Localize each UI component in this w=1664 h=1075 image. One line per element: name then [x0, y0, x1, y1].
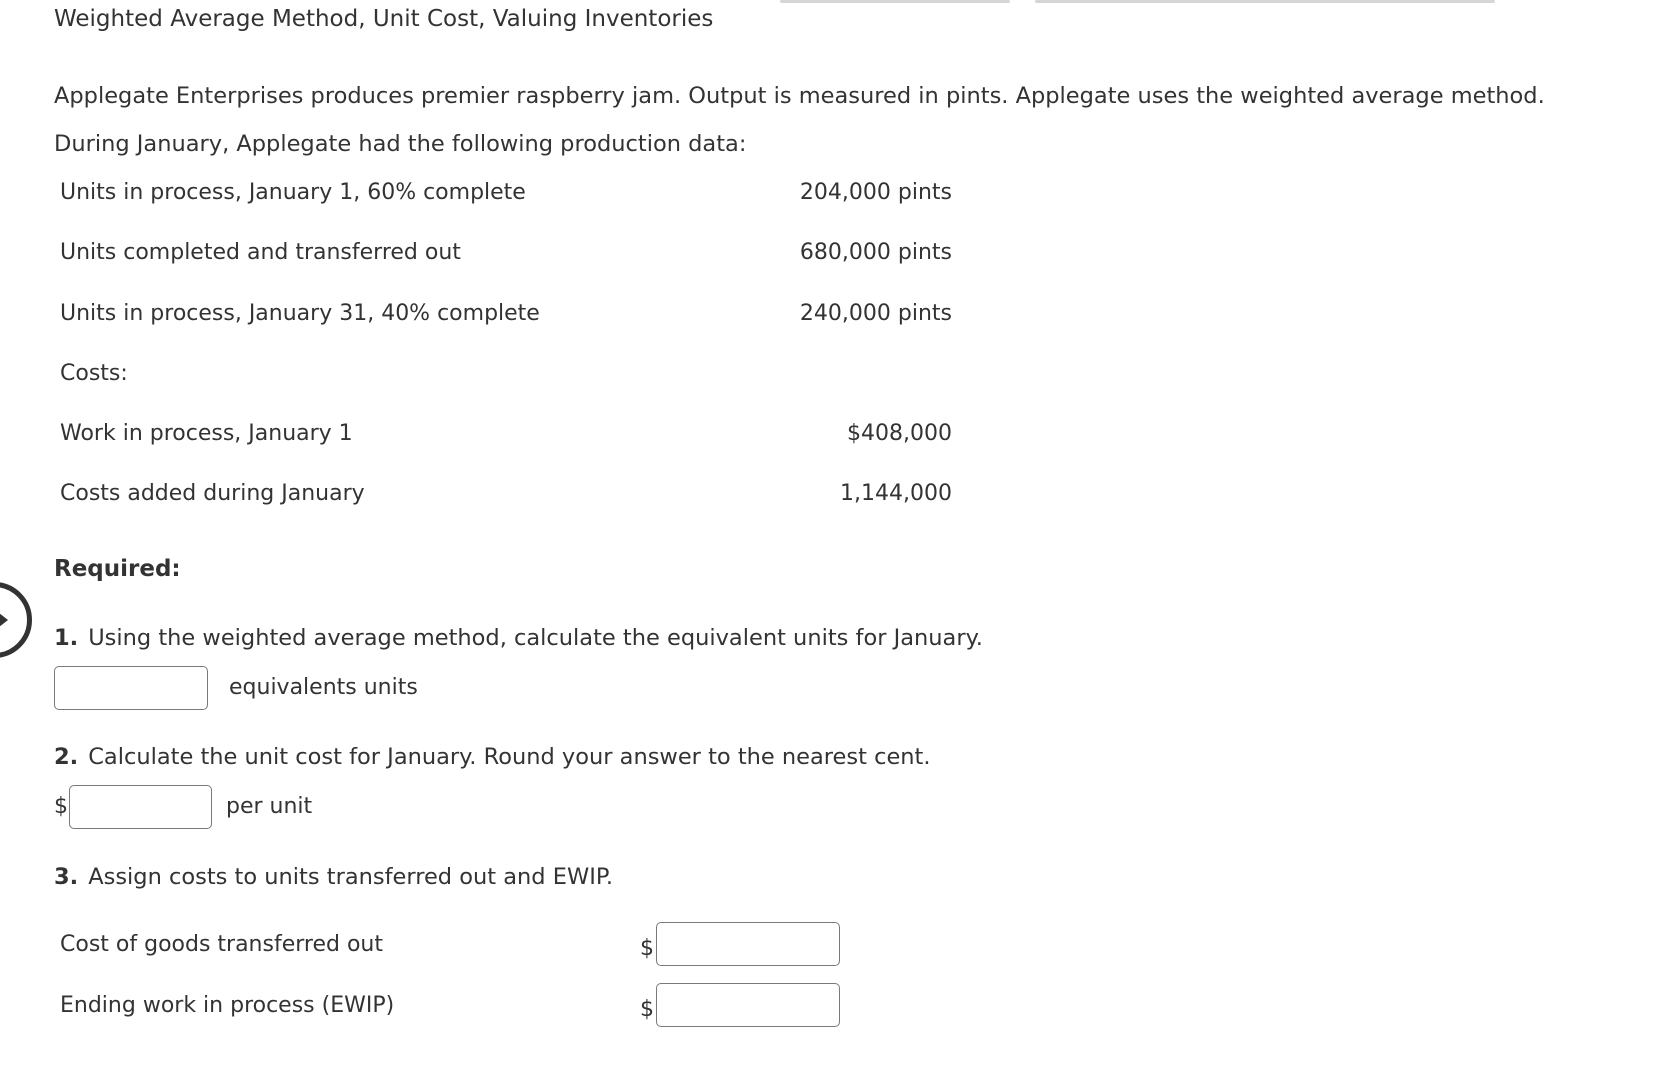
- question-number: 3.: [54, 864, 79, 890]
- data-value: 1,144,000: [840, 481, 952, 507]
- intro-line-1: Applegate Enterprises produces premier raspberry jam. Output is measured in pints. Applegate uses the weighted average method.: [54, 83, 1545, 109]
- data-value: 240,000 pints: [799, 300, 952, 326]
- arrow-icon: [0, 613, 8, 627]
- ewip-cost-input[interactable]: [656, 983, 840, 1027]
- top-divider-right: [1035, 0, 1495, 3]
- data-label: Units in process, January 31, 40% complete: [60, 300, 540, 326]
- data-label: Units in process, January 1, 60% complete: [60, 180, 526, 205]
- equivalent-units-input[interactable]: [54, 666, 208, 710]
- unit-cost-input[interactable]: [69, 785, 212, 829]
- cost-row-ewip: [60, 981, 860, 1042]
- dollar-sign: $: [54, 794, 68, 819]
- data-row: [60, 238, 960, 298]
- question-3: [54, 864, 613, 890]
- dollar-sign: $: [640, 996, 654, 1022]
- equivalent-units-suffix: equivalents units: [229, 675, 418, 700]
- data-row: [60, 178, 960, 238]
- unit-cost-suffix: per unit: [226, 794, 313, 819]
- intro-line-2: During January, Applegate had the following production data:: [54, 131, 747, 157]
- question-text: Calculate the unit cost for January. Round your answer to the nearest cent.: [88, 744, 931, 770]
- problem-title: Weighted Average Method, Unit Cost, Valuing Inventories: [54, 6, 714, 32]
- data-value: $408,000: [847, 421, 952, 447]
- data-value: 680,000 pints: [799, 240, 952, 266]
- question-2: [54, 744, 931, 770]
- cost-transferred-out-input[interactable]: [656, 922, 840, 966]
- question-number: 2.: [54, 744, 79, 770]
- answer-row-2: [54, 785, 554, 829]
- required-heading: Required:: [54, 556, 181, 582]
- top-divider-left: [780, 0, 1010, 3]
- question-1: [54, 625, 983, 651]
- data-label: Work in process, January 1: [60, 421, 353, 447]
- cost-row-transferred-out: [60, 920, 860, 981]
- data-row: [60, 419, 960, 479]
- costs-heading: Costs:: [60, 360, 128, 386]
- question-number: 1.: [54, 625, 79, 651]
- focus-indicator-icon: [0, 582, 32, 658]
- answer-row-1: [54, 666, 554, 710]
- data-row: [60, 299, 960, 359]
- cost-label: Cost of goods transferred out: [60, 932, 383, 957]
- data-row: [60, 359, 960, 419]
- data-label: Costs added during January: [60, 481, 365, 507]
- cost-assignment-table: [60, 920, 860, 1041]
- dollar-sign: $: [640, 936, 654, 961]
- data-label: Units completed and transferred out: [60, 240, 461, 266]
- question-text: Using the weighted average method, calculate the equivalent units for January.: [88, 625, 983, 651]
- problem-intro: [54, 72, 1654, 168]
- question-text: Assign costs to units transferred out and EWIP.: [88, 864, 614, 890]
- data-row: [60, 479, 960, 539]
- data-value: 204,000 pints: [799, 180, 952, 205]
- production-data-table: [60, 178, 960, 540]
- cost-label: Ending work in process (EWIP): [60, 992, 395, 1018]
